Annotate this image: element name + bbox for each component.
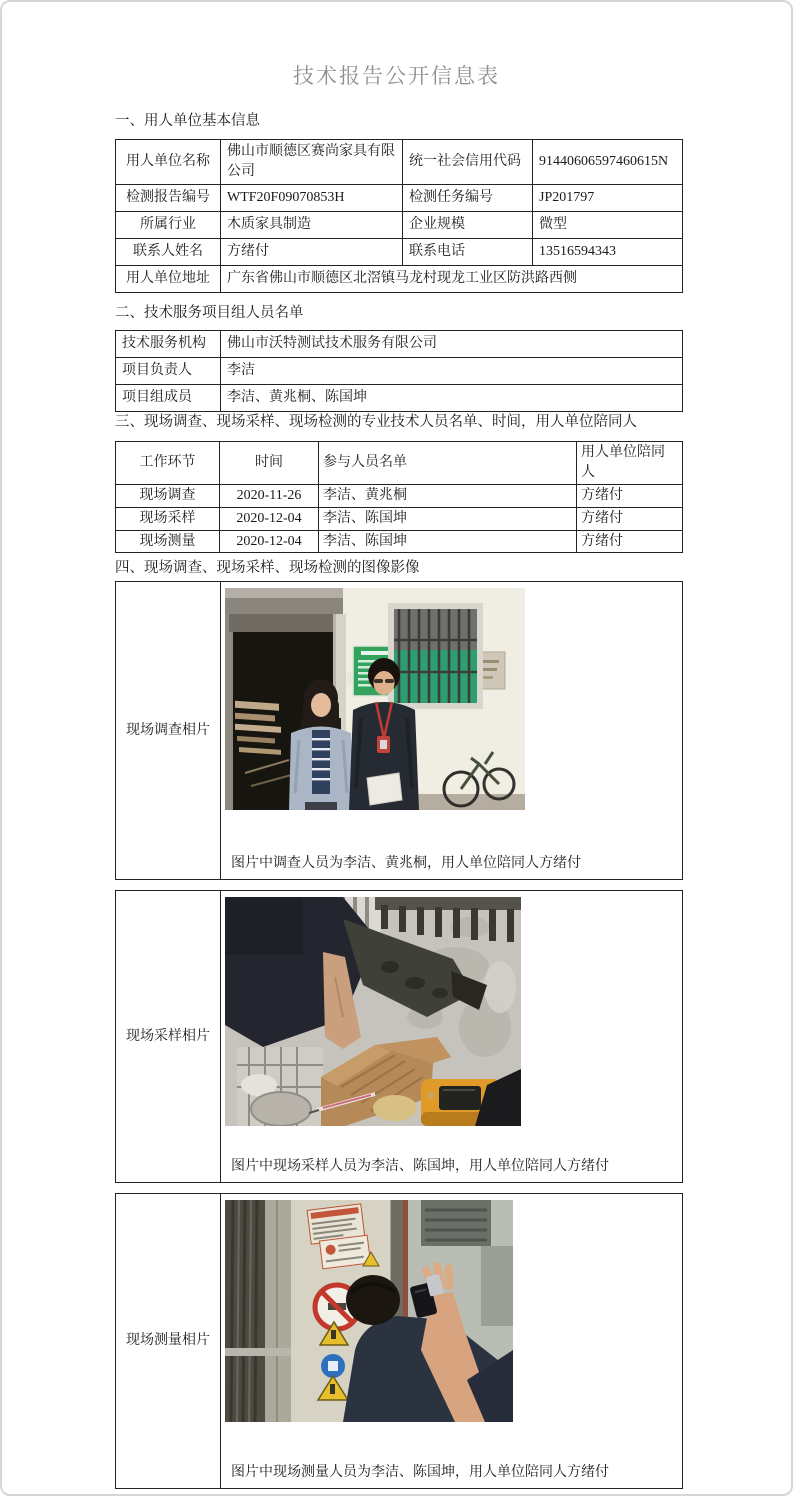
work-step: 现场采样 bbox=[116, 507, 220, 530]
survey-photo bbox=[225, 588, 525, 810]
work-date: 2020-12-04 bbox=[220, 530, 319, 553]
photo-caption: 图片中现场采样人员为李洁、陈国坤，用人单位陪同人方绪付 bbox=[231, 1158, 609, 1174]
escort-name: 方绪付 bbox=[577, 530, 683, 553]
column-header: 时间 bbox=[220, 442, 319, 485]
field-value: 李洁、黄兆桐、陈国坤 bbox=[221, 385, 683, 412]
photo-cell bbox=[221, 1194, 683, 1489]
metal-trolley bbox=[237, 1047, 323, 1126]
barred-window bbox=[388, 603, 483, 709]
survey-photo-row bbox=[115, 581, 683, 880]
table-row bbox=[116, 140, 683, 185]
field-label: 企业规模 bbox=[403, 212, 533, 239]
work-step: 现场测量 bbox=[116, 530, 220, 553]
table-row bbox=[116, 582, 683, 880]
section-4-heading: 四、现场调查、现场采样、现场检测的图像影像 bbox=[115, 560, 420, 577]
field-label: 用人单位名称 bbox=[116, 140, 221, 185]
project-team-table bbox=[115, 330, 683, 412]
employer-info-table bbox=[115, 139, 683, 293]
photo-caption: 图片中调查人员为李洁、黄兆桐，用人单位陪同人方绪付 bbox=[231, 855, 581, 871]
escort-name: 方绪付 bbox=[577, 507, 683, 530]
section-2-heading: 二、技术服务项目组人员名单 bbox=[115, 305, 304, 321]
page-title: 技术报告公开信息表 bbox=[293, 64, 500, 88]
staff-names: 李洁、黄兆桐 bbox=[319, 484, 577, 507]
field-value: 佛山市顺德区赛尚家具有限公司 bbox=[221, 140, 403, 185]
photo-row-label: 现场调查相片 bbox=[116, 582, 221, 880]
section-1-heading: 一、用人单位基本信息 bbox=[115, 113, 260, 129]
table-row bbox=[116, 507, 683, 530]
field-label: 技术服务机构 bbox=[116, 331, 221, 358]
table-row bbox=[116, 185, 683, 212]
table-row bbox=[116, 239, 683, 266]
field-label: 联系人姓名 bbox=[116, 239, 221, 266]
sampling-photo bbox=[225, 897, 521, 1126]
section-3-heading: 三、现场调查、现场采样、现场检测的专业技术人员名单、时间，用人单位陪同人 bbox=[115, 414, 637, 430]
measurement-photo-row bbox=[115, 1193, 683, 1489]
field-label: 联系电话 bbox=[403, 239, 533, 266]
field-value: 广东省佛山市顺德区北滘镇马龙村现龙工业区防洪路西侧 bbox=[221, 266, 683, 293]
work-date: 2020-11-26 bbox=[220, 484, 319, 507]
field-value: 13516594343 bbox=[533, 239, 683, 266]
escort-name: 方绪付 bbox=[577, 484, 683, 507]
table-row bbox=[116, 358, 683, 385]
field-value: 佛山市沃特测试技术服务有限公司 bbox=[221, 331, 683, 358]
photo-cell bbox=[221, 582, 683, 880]
field-label: 检测报告编号 bbox=[116, 185, 221, 212]
photo-row-label: 现场采样相片 bbox=[116, 891, 221, 1183]
table-row bbox=[116, 530, 683, 553]
work-step: 现场调查 bbox=[116, 484, 220, 507]
field-label: 项目组成员 bbox=[116, 385, 221, 412]
photo-caption: 图片中现场测量人员为李洁、陈国坤，用人单位陪同人方绪付 bbox=[231, 1464, 609, 1480]
fieldwork-schedule-table bbox=[115, 441, 683, 553]
table-header-row bbox=[116, 442, 683, 485]
field-label: 项目负责人 bbox=[116, 358, 221, 385]
field-value: JP201797 bbox=[533, 185, 683, 212]
table-row bbox=[116, 212, 683, 239]
sample-bag bbox=[373, 1095, 417, 1121]
field-value: 微型 bbox=[533, 212, 683, 239]
table-row bbox=[116, 385, 683, 412]
column-header: 用人单位陪同人 bbox=[577, 442, 683, 485]
photo-row-label: 现场测量相片 bbox=[116, 1194, 221, 1489]
column-header: 工作环节 bbox=[116, 442, 220, 485]
field-value: 李洁 bbox=[221, 358, 683, 385]
field-label: 检测任务编号 bbox=[403, 185, 533, 212]
table-row bbox=[116, 891, 683, 1183]
staff-names: 李洁、陈国坤 bbox=[319, 530, 577, 553]
field-value: 91440606597460615N bbox=[533, 140, 683, 185]
field-label: 统一社会信用代码 bbox=[403, 140, 533, 185]
table-row bbox=[116, 484, 683, 507]
field-label: 用人单位地址 bbox=[116, 266, 221, 293]
table-row bbox=[116, 331, 683, 358]
photo-cell bbox=[221, 891, 683, 1183]
left-strip bbox=[225, 1200, 291, 1422]
table-row bbox=[116, 266, 683, 293]
field-value: 方绪付 bbox=[221, 239, 403, 266]
table-row bbox=[116, 1194, 683, 1489]
column-header: 参与人员名单 bbox=[319, 442, 577, 485]
field-value: WTF20F09070853H bbox=[221, 185, 403, 212]
work-date: 2020-12-04 bbox=[220, 507, 319, 530]
field-label: 所属行业 bbox=[116, 212, 221, 239]
staff-names: 李洁、陈国坤 bbox=[319, 507, 577, 530]
document-content bbox=[115, 112, 682, 1489]
sampling-photo-row bbox=[115, 890, 683, 1183]
measurement-photo bbox=[225, 1200, 513, 1422]
field-value: 木质家具制造 bbox=[221, 212, 403, 239]
